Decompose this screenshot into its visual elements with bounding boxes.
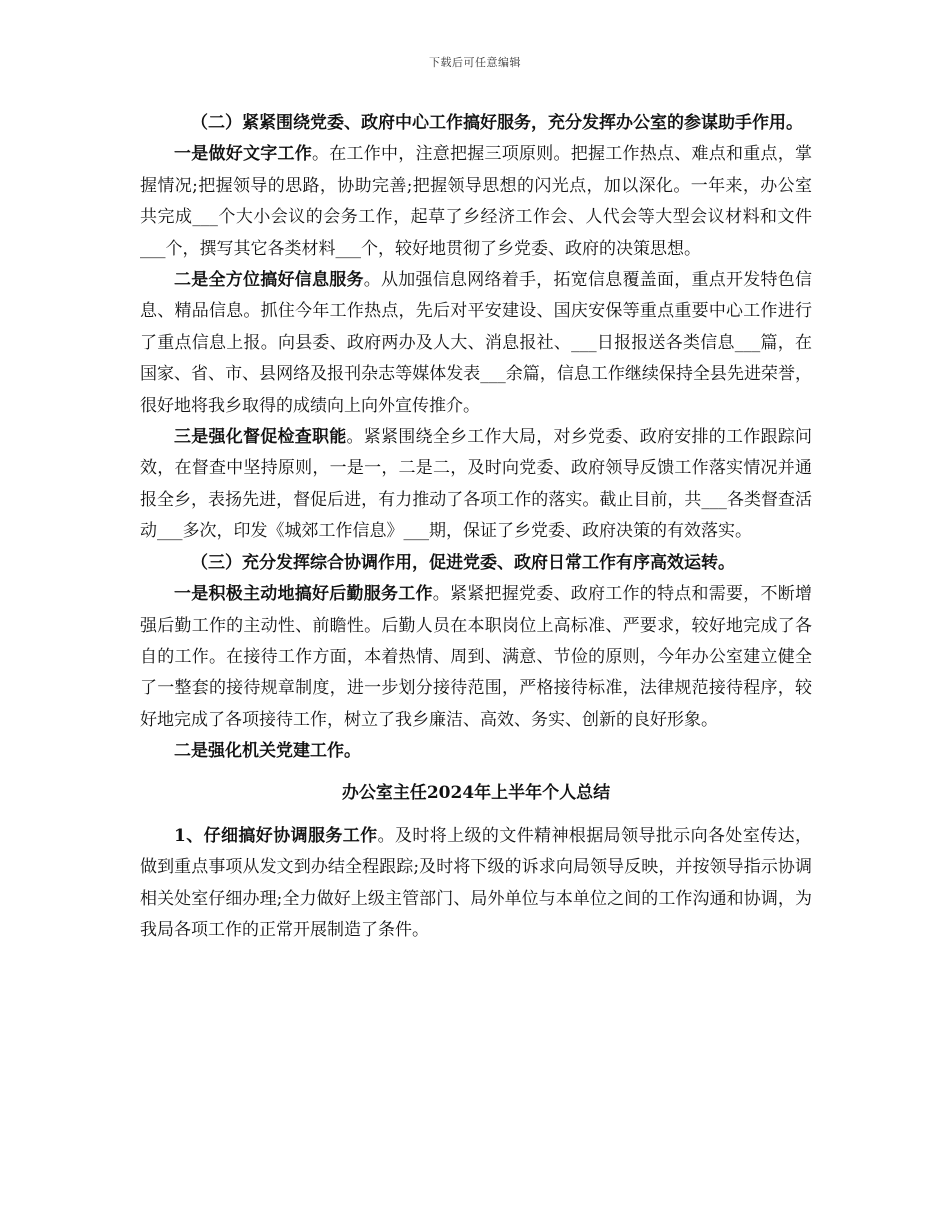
paragraph <box>140 265 812 422</box>
paragraph <box>140 579 812 736</box>
paragraph-body: 。紧紧把握党委、政府工作的特点和需要，不断增强后勤工作的主动性、前瞻性。后勤人员在本职岗位上高标准、严要求，较好地完成了各自的工作。在接待工作方面，本着热情、周到、满意、节俭的原则，今年办公室建立健全了一整套的接待规章制度，进一步划分接待范围，严格接待标准，法律规范接待程序，较好地完成了各项接待工作，树立了我乡廉洁、高效、务实、创新的良好形象。 <box>140 584 812 730</box>
section-heading-3: （三）充分发挥综合协调作用，促进党委、政府日常工作有序高效运转。 <box>191 552 735 573</box>
paragraph-lead-only: 二是强化机关党建工作。 <box>174 741 361 762</box>
paragraph <box>140 821 812 947</box>
paragraph-body: 。从加强信息网络着手，拓宽信息覆盖面，重点开发特色信息、精品信息。抓住今年工作热点，先后对平安建设、国庆安保等重点重要中心工作进行了重点信息上报。向县委、政府两办及人大、消息报社、___日报报送各类信息___篇，在国家、省、市、县网络及报刊杂志等媒体发表___余篇，信息工作继续保持全县先进荣誉，很好地将我乡取得的成绩向上向外宣传推介。 <box>140 270 812 416</box>
paragraph <box>140 139 812 265</box>
page-header: 下载后可任意编辑 <box>429 56 521 69</box>
paragraph-lead: 三是强化督促检查职能 <box>174 427 347 448</box>
paragraph-body: 。及时将上级的文件精神根据局领导批示向各处室传达，做到重点事项从发文到办结全程跟踪;及时将下级的诉求向局领导反映，并按领导指示协调相关处室仔细办理;全力做好上级主管部门、局外单位与本单位之间的工作沟通和协调，为我局各项工作的正常开展制造了条件。 <box>140 825 813 941</box>
paragraph-body: 。在工作中，注意把握三项原则。把握工作热点、难点和重点，掌握情况;把握领导的思路，协助完善;把握领导思想的闪光点，加以深化。一年来，办公室共完成___个大小会议的会务工作，起草了乡经济工作会、人代会等大型会议材料和文件___个，撰写其它各类材料___个，较好地贯彻了乡党委、政府的决策思想。 <box>140 144 812 259</box>
paragraph-lead: 一是积极主动地搞好后勤服务工作 <box>174 584 433 605</box>
section-heading-2: （二）紧紧围绕党委、政府中心工作搞好服务，充分发挥办公室的参谋助手作用。 <box>191 113 803 133</box>
paragraph-lead: 一是做好文字工作 <box>174 144 312 165</box>
document-title: 办公室主任2024年上半年个人总结 <box>341 782 611 803</box>
paragraph-body: 。紧紧围绕全乡工作大局，对乡党委、政府安排的工作跟踪问效，在督查中坚持原则，一是一，二是二，及时向党委、政府领导反馈工作落实情况并通报全乡，表扬先进，督促后进，有力推动了各项工作的落实。截止目前，共___各类督查活动___多次，印发《城郊工作信息》___期，保证了乡党委、政府决策的有效落实。 <box>140 427 812 542</box>
paragraph-lead: 1、仔细搞好协调服务工作 <box>174 825 378 846</box>
document-body <box>140 108 812 947</box>
paragraph-lead: 二是全方位搞好信息服务 <box>174 270 364 291</box>
paragraph <box>140 422 812 548</box>
